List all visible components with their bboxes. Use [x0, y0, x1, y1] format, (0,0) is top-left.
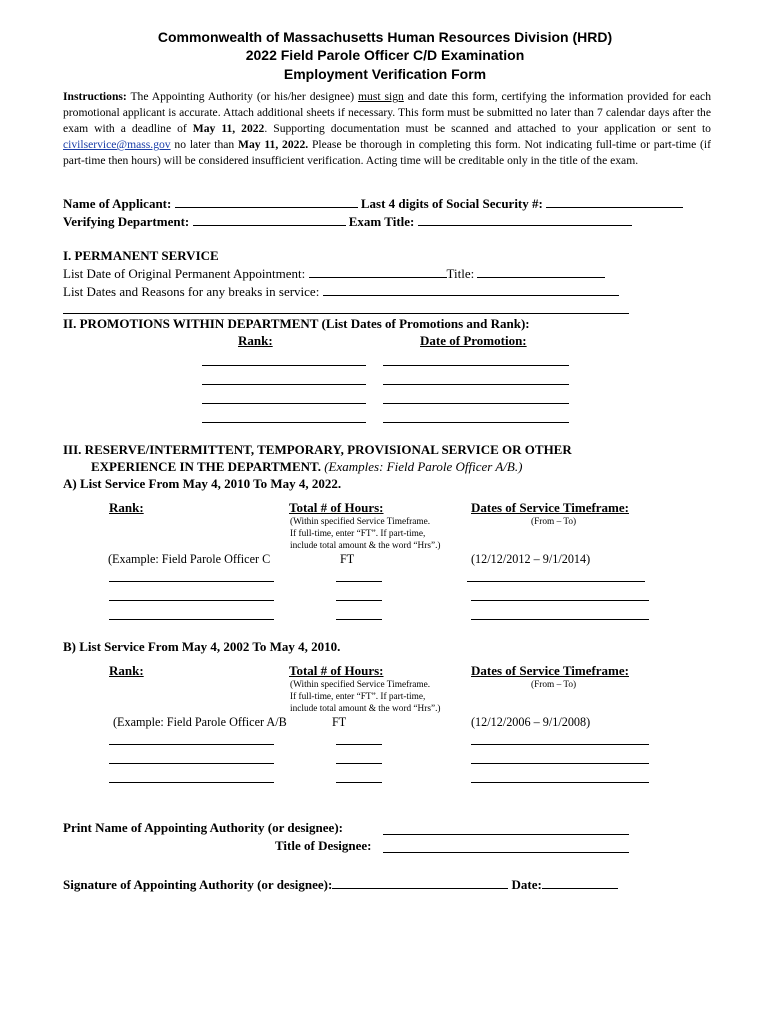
permanent-title-label: Title: [446, 266, 475, 281]
part-b-example-hours: FT [332, 715, 347, 729]
part-a-hours-header: Total # of Hours: [289, 500, 384, 515]
hours-note-line: (Within specified Service Timeframe. [290, 517, 431, 527]
promotion-date-header: Date of Promotion: [420, 333, 527, 348]
part-b-rank-header: Rank: [109, 663, 144, 678]
breaks-field[interactable] [323, 283, 619, 296]
form-title-name: Employment Verification Form [283, 66, 487, 82]
department-field[interactable] [193, 213, 346, 226]
part-a-heading: A) List Service From May 4, 2010 To May 4, 2022. [63, 476, 342, 491]
applicant-name-label: Name of Applicant: [63, 196, 172, 211]
promotion-rank-header: Rank: [238, 333, 273, 348]
print-name-label: Print Name of Appointing Authority (or designee): [63, 820, 343, 835]
hours-note-line: If full-time, enter “FT”. If part-time, [290, 529, 426, 539]
form-title-agency: Commonwealth of Massachusetts Human Resources Division (HRD) [157, 29, 613, 45]
promotion-rank-field[interactable] [202, 384, 366, 385]
breaks-field-continued[interactable] [63, 313, 629, 314]
ssn-label: Last 4 digits of Social Security #: [360, 196, 543, 211]
breaks-label: List Dates and Reasons for any breaks in service: [63, 284, 320, 299]
part-b-rank-field[interactable] [109, 744, 274, 745]
hours-note-line: include total amount & the word “Hrs”.) [290, 541, 441, 551]
instructions-label: Instructions: [63, 90, 127, 103]
part-a-hours-note [290, 516, 441, 552]
part-b-hours-note [290, 679, 441, 715]
list-date-row [63, 265, 605, 282]
part-a-example-dates: (12/12/2012 – 9/1/2014) [471, 552, 591, 566]
part-a-rank-field[interactable] [109, 600, 274, 601]
part-a-rank-header: Rank: [109, 500, 144, 515]
instructions-text: Please be thorough in completing this form. Not indicating full-time or part-time (if part-time then hours) will be considered insufficient verification. Acting time will be creditable only in the title of the exam. [63, 138, 712, 167]
part-a-rank-field[interactable] [109, 581, 274, 582]
email-link[interactable]: civilservice@mass.gov [63, 138, 171, 151]
form-title-exam: 2022 Field Parole Officer C/D Examination [245, 47, 525, 63]
part-a-rank-field[interactable] [109, 619, 274, 620]
deadline-date: May 11, 2022 [192, 122, 265, 135]
part-a-hours-field[interactable] [336, 619, 382, 620]
part-a-example-hours: FT [340, 552, 355, 566]
part-b-timeframe-header: Dates of Service Timeframe: [471, 663, 629, 678]
hours-note-line: If full-time, enter “FT”. If part-time, [290, 692, 426, 702]
hours-note-line: include total amount & the word “Hrs”.) [290, 704, 441, 714]
signature-date-field[interactable] [542, 876, 618, 889]
department-label: Verifying Department: [63, 214, 190, 229]
part-b-hours-header: Total # of Hours: [289, 663, 384, 678]
deadline-date: May 11, 2022. [238, 138, 309, 151]
part-a-dates-field[interactable] [471, 619, 649, 620]
part-a-timeframe-header: Dates of Service Timeframe: [471, 500, 629, 515]
print-name-field[interactable] [383, 834, 629, 835]
designee-title-label: Title of Designee: [275, 838, 372, 853]
part-a-hours-field[interactable] [336, 600, 382, 601]
part-b-hours-field[interactable] [336, 744, 382, 745]
section-3-examples: (Examples: Field Parole Officer A/B.) [320, 459, 523, 474]
applicant-name-field[interactable] [175, 195, 358, 208]
promotion-date-field[interactable] [383, 384, 569, 385]
section-2-heading: II. PROMOTIONS WITHIN DEPARTMENT (List Dates of Promotions and Rank): [63, 316, 530, 331]
signature-label: Signature of Appointing Authority (or designee): [63, 877, 333, 892]
part-b-rank-field[interactable] [109, 782, 274, 783]
hours-note-line: (Within specified Service Timeframe. [290, 680, 431, 690]
part-b-example-dates: (12/12/2006 – 9/1/2008) [471, 715, 591, 729]
must-sign-text: must sign [358, 90, 404, 103]
promotion-rank-field[interactable] [202, 365, 366, 366]
section-3-heading-line-2 [91, 459, 522, 475]
signature-date-label: Date: [511, 877, 542, 892]
list-date-field[interactable] [309, 265, 447, 278]
exam-title-field[interactable] [418, 213, 632, 226]
part-b-timeframe-note: (From – To) [531, 680, 577, 690]
department-row [63, 213, 632, 230]
instructions-text: The Appointing Authority (or his/her designee) [126, 90, 359, 103]
part-a-example-rank: (Example: Field Parole Officer C [108, 552, 271, 566]
part-b-hours-field[interactable] [336, 763, 382, 764]
part-b-dates-field[interactable] [471, 744, 649, 745]
ssn-field[interactable] [546, 195, 683, 208]
permanent-title-field[interactable] [477, 265, 605, 278]
instructions-text: . Supporting documentation must be scanned and attached to your application or sent to [264, 122, 711, 135]
promotion-rank-field[interactable] [202, 403, 366, 404]
list-date-label: List Date of Original Permanent Appointment: [63, 266, 306, 281]
breaks-row [63, 283, 619, 300]
part-a-dates-field[interactable] [471, 600, 649, 601]
section-3-heading: III. RESERVE/INTERMITTENT, TEMPORARY, PROVISIONAL SERVICE OR OTHER [63, 442, 572, 457]
part-a-dates-field[interactable] [467, 581, 645, 582]
instructions-text: no later than [170, 138, 239, 151]
part-b-rank-field[interactable] [109, 763, 274, 764]
promotion-rank-field[interactable] [202, 422, 366, 423]
part-b-dates-field[interactable] [471, 782, 649, 783]
section-1-heading: I. PERMANENT SERVICE [63, 248, 219, 263]
signature-row [63, 876, 618, 893]
promotion-date-field[interactable] [383, 403, 569, 404]
designee-title-field[interactable] [383, 852, 629, 853]
promotion-date-field[interactable] [383, 422, 569, 423]
section-3-heading-text: EXPERIENCE IN THE DEPARTMENT. [91, 459, 321, 474]
promotion-date-field[interactable] [383, 365, 569, 366]
part-b-heading: B) List Service From May 4, 2002 To May 4, 2010. [63, 639, 341, 654]
applicant-name-row [63, 195, 683, 212]
signature-field[interactable] [332, 876, 508, 889]
part-a-timeframe-note: (From – To) [531, 517, 577, 527]
instructions-text: and date this form, certifying the information provided for each promotional applicant is accurate. Attach additional sheets if necessary. This form must be submitted no later than 7 calendar days after the exam with a deadline of [63, 90, 711, 135]
exam-title-label: Exam Title: [348, 214, 415, 229]
part-b-dates-field[interactable] [471, 763, 649, 764]
part-a-hours-field[interactable] [336, 581, 382, 582]
part-b-example-rank: (Example: Field Parole Officer A/B [113, 715, 287, 729]
instructions-paragraph [63, 89, 711, 169]
part-b-hours-field[interactable] [336, 782, 382, 783]
